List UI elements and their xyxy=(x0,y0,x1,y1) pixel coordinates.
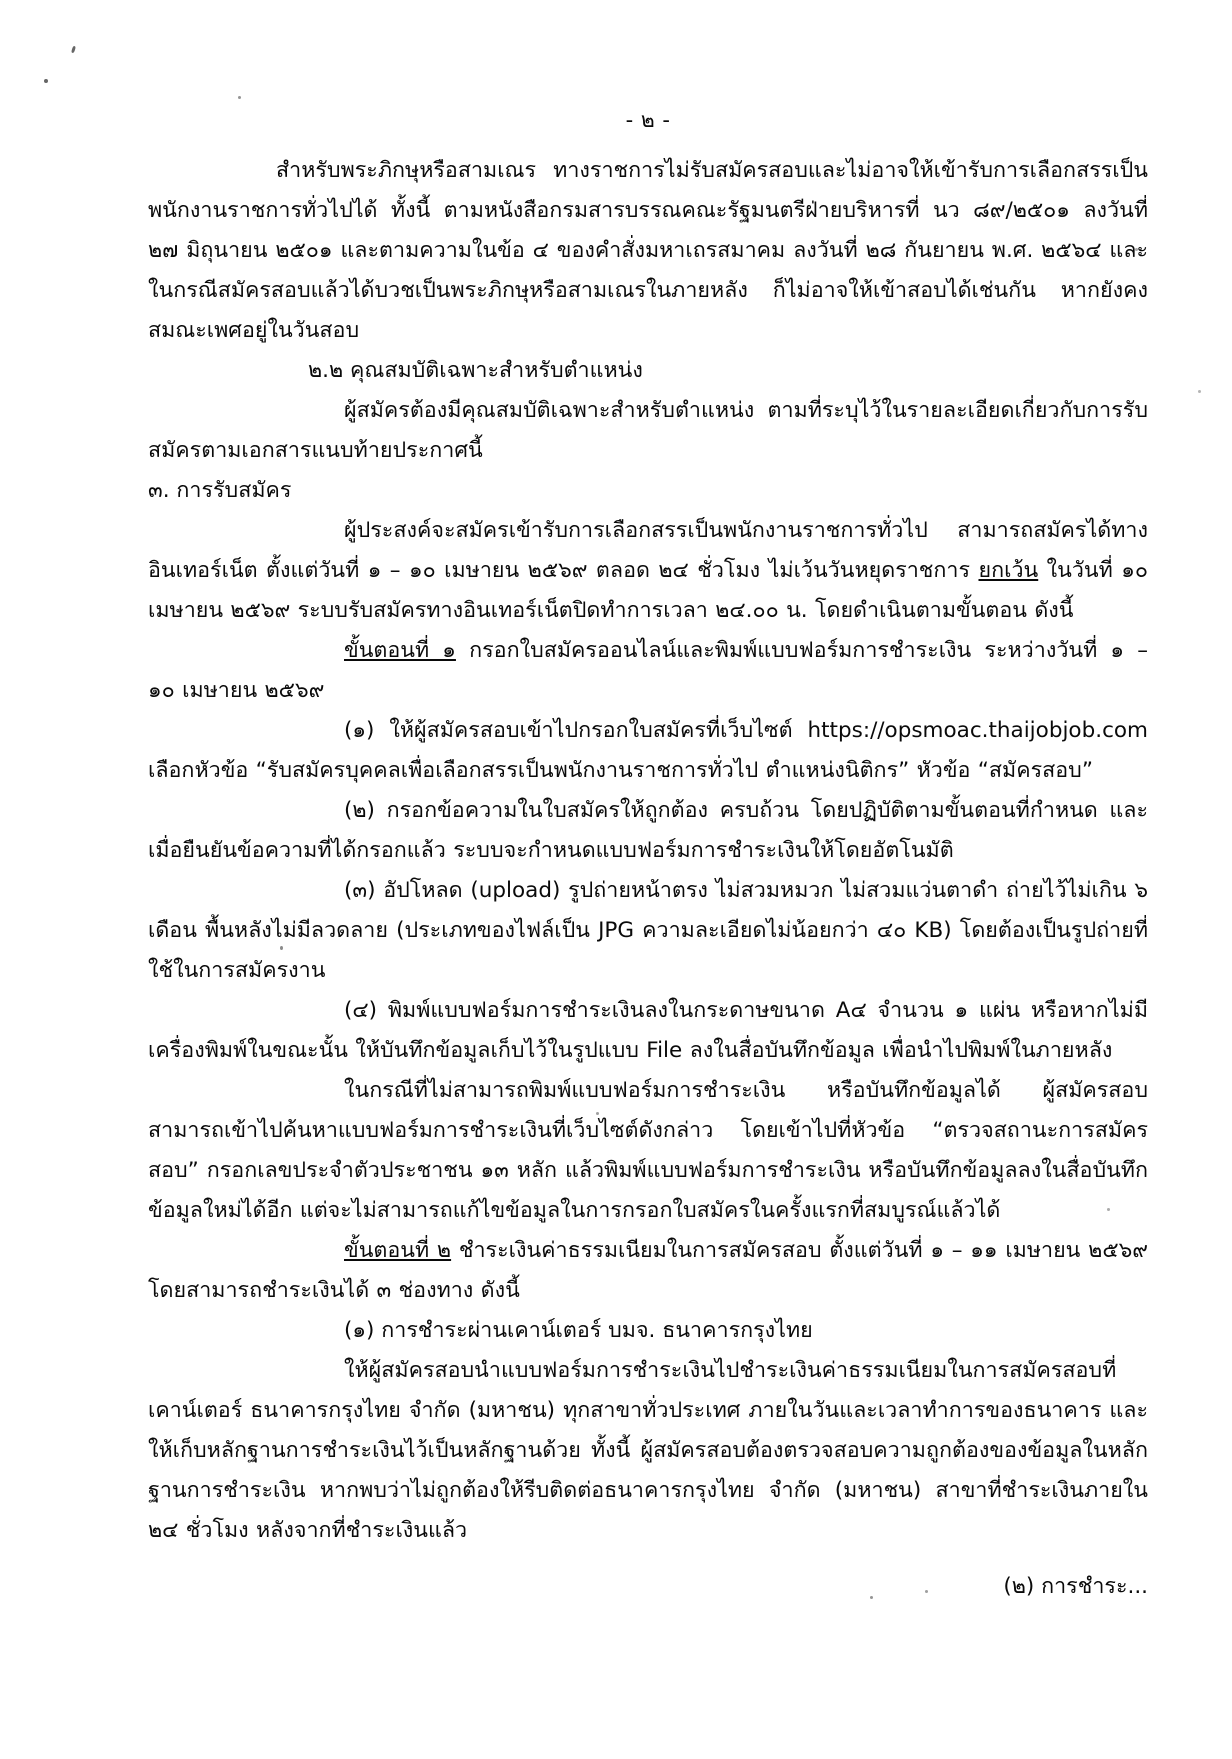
document-content xyxy=(148,108,1148,1551)
scan-speck xyxy=(44,79,48,83)
item-1-part-a: (๑) ให้ผู้สมัครสอบเข้าไปกรอกใบสมัครที่เว็บไซต์ xyxy=(344,718,808,744)
paragraph-payment-channel-1-body: ให้ผู้สมัครสอบนำแบบฟอร์มการชำระเงินไปชำระเงินค่าธรรมเนียมในการสมัครสอบที่เคาน์เตอร์ ธนาคารกรุงไทย จำกัด (มหาชน) ทุกสาขาทั่วประเทศ ภายในวันและเวลาทำการของธนาคาร และให้เก็บหลักฐานการชำระเงินไว้เป็นหลักฐานด้วย ทั้งนี้ ผู้สมัครสอบต้องตรวจสอบความถูกต้องของข้อมูลในหลักฐานการชำระเงิน หากพบว่าไม่ถูกต้องให้รีบติดต่อธนาคารกรุงไทย จำกัด (มหาชน) สาขาที่ชำระเงินภายใน ๒๔ ชั่วโมง หลังจากที่ชำระเงินแล้ว xyxy=(148,1358,1148,1544)
paragraph-step-2 xyxy=(148,1231,1148,1311)
application-intro-exception-underlined: ยกเว้น xyxy=(978,558,1039,584)
heading-section-2-2: ๒.๒ คุณสมบัติเฉพาะสำหรับตำแหน่ง xyxy=(308,358,643,384)
step-1-text: กรอกใบสมัครออนไลน์และพิมพ์แบบฟอร์มการชำระเงิน ระหว่างวันที่ ๑ – ๑๐ เมษายน ๒๕๖๙ xyxy=(148,638,1148,704)
application-intro-part-b: ในวันที่ ๑๐ เมษายน ๒๕๖๙ ระบบรับสมัครทางอินเทอร์เน็ตปิดทำการเวลา ๒๔.๐๐ น. โดยดำเนินตามขั้นตอน ดังนี้ xyxy=(148,558,1148,624)
scan-speck xyxy=(71,46,76,54)
footer-continuation-note: (๒) การชำระ... xyxy=(1003,1574,1148,1599)
step-1-label: ขั้นตอนที่ ๑ xyxy=(344,638,456,664)
item-1-part-b: เลือกหัวข้อ “รับสมัครบุคคลเพื่อเลือกสรรเป็นพนักงานราชการทั่วไป ตำแหน่งนิติกร” หัวข้อ “สมัครสอบ” xyxy=(148,758,1093,784)
scan-speck xyxy=(238,96,241,99)
application-intro-part-a: ผู้ประสงค์จะสมัครเข้ารับการเลือกสรรเป็นพนักงานราชการทั่วไป สามารถสมัครได้ทางอินเทอร์เน็ต ตั้งแต่วันที่ ๑ – ๑๐ เมษายน ๒๕๖๙ ตลอด ๒๔ ชั่วโมง ไม่เว้นวันหยุดราชการ xyxy=(148,518,1148,584)
paragraph-item-2: (๒) กรอกข้อความในใบสมัครให้ถูกต้อง ครบถ้วน โดยปฏิบัติตามขั้นตอนที่กำหนด และเมื่อยืนยันข้อความที่ได้กรอกแล้ว ระบบจะกำหนดแบบฟอร์มการชำระเงินให้โดยอัตโนมัติ xyxy=(148,798,1148,864)
paragraph-item-4: (๔) พิมพ์แบบฟอร์มการชำระเงินลงในกระดาษขนาด A๔ จำนวน ๑ แผ่น หรือหากไม่มีเครื่องพิมพ์ในขณะนั้น ให้บันทึกข้อมูลเก็บไว้ในรูปแบบ File ลงในสื่อบันทึกข้อมูล เพื่อนำไปพิมพ์ในภายหลัง xyxy=(148,998,1148,1064)
step-2-label: ขั้นตอนที่ ๒ xyxy=(344,1238,452,1264)
page-number: - ๒ - xyxy=(625,108,671,132)
heading-section-3: ๓. การรับสมัคร xyxy=(148,478,292,504)
paragraph-application-intro xyxy=(148,511,1148,631)
step-2-text: ชำระเงินค่าธรรมเนียมในการสมัครสอบ ตั้งแต่วันที่ ๑ – ๑๑ เมษายน ๒๕๖๙ โดยสามารถชำระเงินได้ ๓ ช่องทาง ดังนี้ xyxy=(148,1238,1148,1304)
paragraph-cannot-print-form: ในกรณีที่ไม่สามารถพิมพ์แบบฟอร์มการชำระเงิน หรือบันทึกข้อมูลได้ ผู้สมัครสอบสามารถเข้าไปค้นหาแบบฟอร์มการชำระเงินที่เว็บไซต์ดังกล่าว โดยเข้าไปที่หัวข้อ “ตรวจสถานะการสมัครสอบ” กรอกเลขประจำตัวประชาชน ๑๓ หลัก แล้วพิมพ์แบบฟอร์มการชำระเงิน หรือบันทึกข้อมูลลงในสื่อบันทึกข้อมูลใหม่ได้อีก แต่จะไม่สามารถแก้ไขข้อมูลในการกรอกใบสมัครในครั้งแรกที่สมบูรณ์แล้วได้ xyxy=(148,1078,1148,1224)
scan-speck xyxy=(1198,390,1201,393)
heading-payment-channel-1: (๑) การชำระผ่านเคาน์เตอร์ บมจ. ธนาคารกรุงไทย xyxy=(344,1318,813,1344)
paragraph-item-3: (๓) อัปโหลด (upload) รูปถ่ายหน้าตรง ไม่สวมหมวก ไม่สวมแว่นตาดำ ถ่ายไว้ไม่เกิน ๖ เดือน พื้นหลังไม่มีลวดลาย (ประเภทของไฟล์เป็น JPG ความละเอียดไม่น้อยกว่า ๔๐ KB) โดยต้องเป็นรูปถ่ายที่ใช้ในการสมัครงาน xyxy=(148,878,1148,984)
paragraph-section-2-2-body: ผู้สมัครต้องมีคุณสมบัติเฉพาะสำหรับตำแหน่ง ตามที่ระบุไว้ในรายละเอียดเกี่ยวกับการรับสมัครตามเอกสารแนบท้ายประกาศนี้ xyxy=(148,398,1148,464)
paragraph-step-1 xyxy=(148,631,1148,711)
paragraph-item-1 xyxy=(148,711,1148,791)
paragraph-monks-ineligible: สำหรับพระภิกษุหรือสามเณร ทางราชการไม่รับสมัครสอบและไม่อาจให้เข้ารับการเลือกสรรเป็นพนักงานราชการทั่วไปได้ ทั้งนี้ ตามหนังสือกรมสารบรรณคณะรัฐมนตรีฝ่ายบริหารที่ นว ๘๙/๒๕๐๑ ลงวันที่ ๒๗ มิถุนายน ๒๕๐๑ และตามความในข้อ ๔ ของคำสั่งมหาเถรสมาคม ลงวันที่ ๒๘ กันยายน พ.ศ. ๒๕๖๔ และในกรณีสมัครสอบแล้วได้บวชเป็นพระภิกษุหรือสามเณรในภายหลัง ก็ไม่อาจให้เข้าสอบได้เช่นกัน หากยังคงสมณะเพศอยู่ในวันสอบ xyxy=(148,158,1148,344)
application-website-url[interactable]: https://opsmoac.thaijobjob.com xyxy=(807,718,1148,744)
